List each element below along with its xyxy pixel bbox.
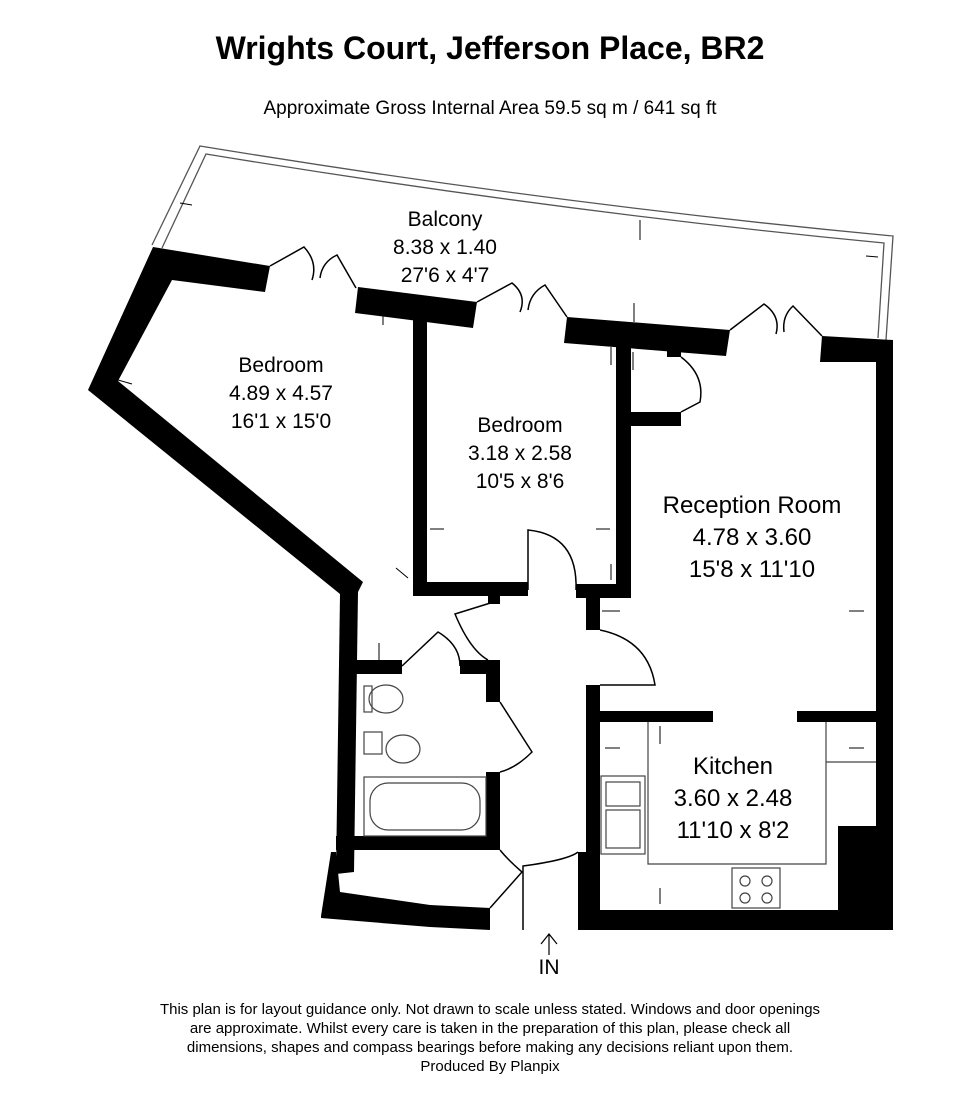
bedroom2-imperial: 10'5 x 8'6 bbox=[475, 470, 565, 493]
entrance-label: IN bbox=[538, 956, 560, 979]
room-label-balcony bbox=[393, 208, 497, 287]
kitchen-fixtures bbox=[601, 722, 876, 908]
bedroom1-imperial: 16'1 x 15'0 bbox=[230, 410, 332, 433]
balcony-name: Balcony bbox=[407, 208, 483, 231]
gross-area: Approximate Gross Internal Area 59.5 sq m / 641 sq ft bbox=[263, 98, 717, 119]
entrance-arrow-icon bbox=[541, 934, 557, 955]
bedroom2-name: Bedroom bbox=[477, 414, 563, 437]
bedroom1-metric: 4.89 x 4.57 bbox=[229, 382, 333, 405]
plan-title: Wrights Court, Jefferson Place, BR2 bbox=[215, 30, 765, 66]
room-label-bedroom-2 bbox=[468, 414, 572, 493]
reception-metric: 4.78 x 3.60 bbox=[692, 524, 812, 551]
bedroom2-metric: 3.18 x 2.58 bbox=[468, 442, 572, 465]
reception-imperial: 15'8 x 11'10 bbox=[688, 556, 816, 583]
producer-credit: Produced By Planpix bbox=[420, 1058, 560, 1075]
kitchen-imperial: 11'10 x 8'2 bbox=[676, 817, 790, 844]
bathroom-fixtures bbox=[364, 685, 486, 836]
kitchen-metric: 3.60 x 2.48 bbox=[673, 785, 793, 812]
disclaimer-line: This plan is for layout guidance only. Not drawn to scale unless stated. Windows and door openings bbox=[159, 1001, 821, 1018]
reception-name: Reception Room bbox=[662, 492, 842, 519]
disclaimer-line: are approximate. Whilst every care is taken in the preparation of this plan, please check all bbox=[189, 1020, 791, 1037]
room-label-kitchen bbox=[674, 753, 793, 844]
room-label-bedroom-1 bbox=[229, 354, 333, 433]
kitchen-name: Kitchen bbox=[692, 753, 774, 780]
balcony-metric: 8.38 x 1.40 bbox=[393, 236, 497, 259]
room-label-reception bbox=[663, 492, 842, 583]
bedroom1-name: Bedroom bbox=[238, 354, 324, 377]
disclaimer bbox=[60, 1000, 920, 1076]
balcony-outline bbox=[152, 146, 893, 340]
balcony-imperial: 27'6 x 4'7 bbox=[400, 264, 490, 287]
disclaimer-line: dimensions, shapes and compass bearings before making any decisions reliant upon them. bbox=[186, 1039, 794, 1056]
